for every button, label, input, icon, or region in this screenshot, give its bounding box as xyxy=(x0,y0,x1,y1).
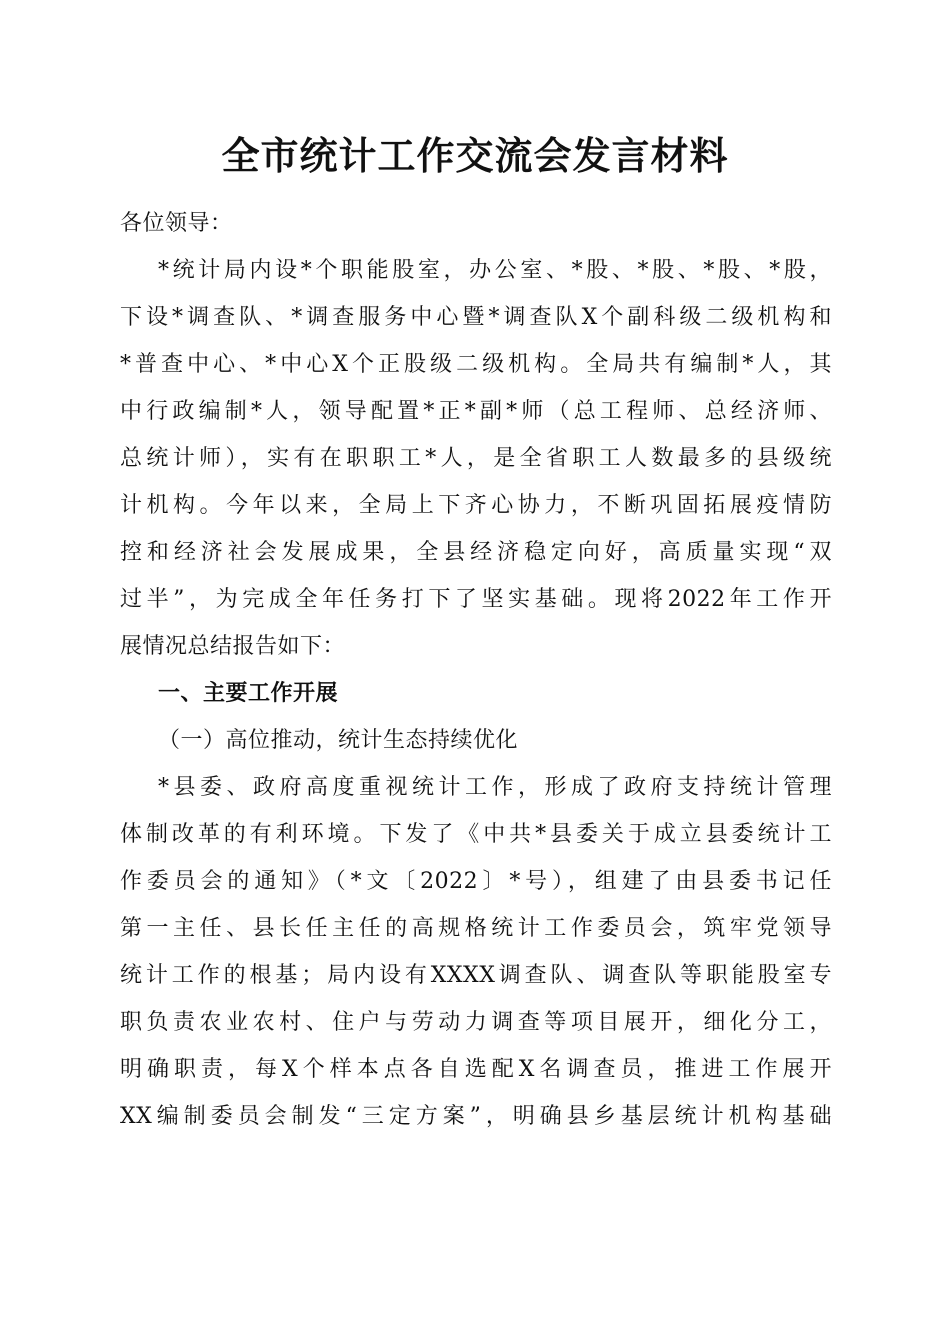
paragraph-line: *普查中心、*中心X个正股级二级机构。全局共有编制*人，其 xyxy=(120,352,832,377)
paragraph-line: 下设*调查队、*调查服务中心暨*调查队X个副科级二级机构和 xyxy=(120,305,832,330)
paragraph-line: XX编制委员会制发“三定方案”，明确县乡基层统计机构基础 xyxy=(120,1104,832,1129)
document-body xyxy=(120,200,832,1140)
paragraph-line: 统计工作的根基；局内设有XXXX调查队、调查队等职能股室专 xyxy=(120,963,832,988)
paragraph-line: 作委员会的通知》（*文〔2022〕*号），组建了由县委书记任 xyxy=(120,869,832,894)
paragraph-line: 过半”，为完成全年任务打下了坚实基础。现将2022年工作开 xyxy=(120,587,832,612)
paragraph-line: 职负责农业农村、住户与劳动力调查等项目展开，细化分工， xyxy=(120,1010,832,1035)
paragraph-line: *县委、政府高度重视统计工作，形成了政府支持统计管理 xyxy=(158,775,832,800)
paragraph-line: 体制改革的有利环境。下发了《中共*县委关于成立县委统计工 xyxy=(120,822,832,847)
paragraph-line: 总统计师），实有在职职工*人，是全省职工人数最多的县级统 xyxy=(120,446,832,471)
document-title: 全市统计工作交流会发言材料 xyxy=(221,133,729,178)
paragraph-line: 中行政编制*人，领导配置*正*副*师（总工程师、总经济师、 xyxy=(120,399,832,424)
paragraph-intro xyxy=(120,247,832,670)
section-heading: 一、主要工作开展 xyxy=(158,681,339,706)
paragraph-line: 第一主任、县长任主任的高规格统计工作委员会，筑牢党领导 xyxy=(120,916,832,941)
salutation: 各位领导： xyxy=(120,211,233,236)
paragraph-line: 展情况总结报告如下： xyxy=(120,634,346,659)
paragraph-line: *统计局内设*个职能股室，办公室、*股、*股、*股、*股， xyxy=(158,258,832,283)
paragraph-section-1 xyxy=(120,764,832,1140)
paragraph-line: 计机构。今年以来，全局上下齐心协力，不断巩固拓展疫情防 xyxy=(120,493,832,518)
paragraph-line: 明确职责，每X个样本点各自选配X名调查员，推进工作展开 xyxy=(120,1057,832,1082)
subsection-heading: （一）高位推动，统计生态持续优化 xyxy=(158,728,519,753)
paragraph-line: 控和经济社会发展成果，全县经济稳定向好，高质量实现“双 xyxy=(120,540,832,565)
